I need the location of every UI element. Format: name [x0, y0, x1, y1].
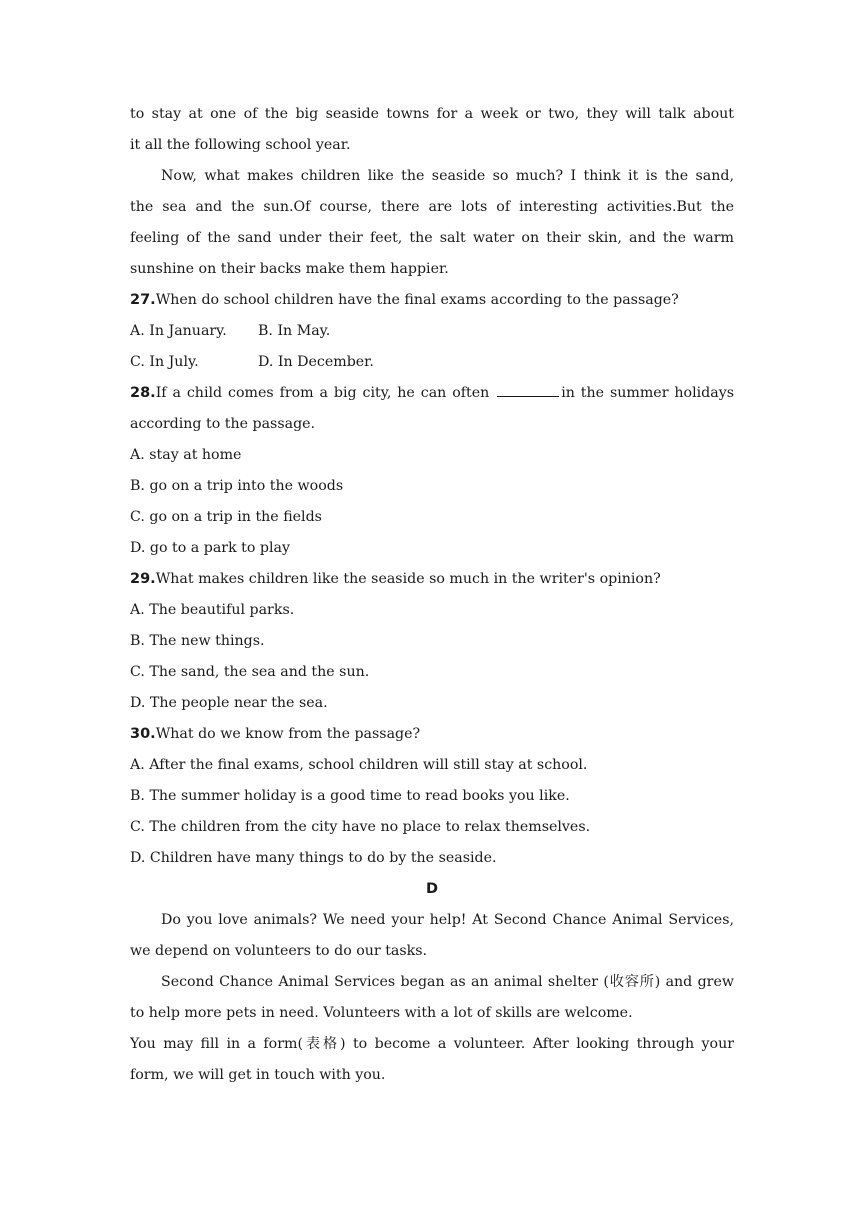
passage-line: to stay at one of the big seaside towns for a week or two, they will talk about — [130, 106, 734, 122]
option-b: B. The summer holiday is a good time to read books you like. — [130, 788, 570, 804]
option-a: A. The beautiful parks. — [130, 602, 295, 618]
question-text: When do school children have the final exams according to the passage? — [155, 292, 679, 308]
option-c: C. go on a trip in the fields — [130, 509, 322, 525]
option-c: C. The children from the city have no place to relax themselves. — [130, 819, 591, 835]
option-d: D. Children have many things to do by the seaside. — [130, 850, 497, 866]
question-28 — [130, 378, 734, 409]
option-a: A. stay at home — [130, 447, 242, 463]
option-d: D. go to a park to play — [130, 540, 291, 556]
passage-line: the sea and the sun.Of course, there are lots of interesting activities.But the — [130, 199, 734, 215]
options-row — [130, 347, 734, 378]
question-text-cont: according to the passage. — [130, 416, 316, 432]
option-c: C. The sand, the sea and the sun. — [130, 664, 370, 680]
document-page — [130, 99, 734, 1091]
option-a: A. After the final exams, school children will still stay at school. — [130, 757, 588, 773]
passage-line: Second Chance Animal Services began as an animal shelter (收容所) and grew — [161, 974, 734, 990]
option-b: B. In May. — [258, 323, 331, 339]
option-d: D. In December. — [258, 354, 374, 370]
question-number: 30. — [130, 726, 156, 742]
passage-line: You may fill in a form(表格) to become a volunteer. After looking through your — [130, 1036, 734, 1052]
passage-line: to help more pets in need. Volunteers with a lot of skills are welcome. — [130, 1005, 633, 1021]
section-heading: D — [425, 881, 439, 897]
passage-line: sunshine on their backs make them happier. — [130, 261, 449, 277]
option-d: D. The people near the sea. — [130, 695, 328, 711]
question-number: 27. — [130, 292, 156, 308]
option-a: A. In January. — [130, 323, 227, 339]
options-row — [130, 316, 734, 347]
question-number: 28. — [130, 385, 156, 401]
passage-line: we depend on volunteers to do our tasks. — [130, 943, 428, 959]
question-27 — [130, 285, 734, 316]
question-29 — [130, 564, 734, 595]
answer-blank — [497, 380, 559, 397]
question-text: What do we know from the passage? — [155, 726, 421, 742]
option-b: B. The new things. — [130, 633, 265, 649]
passage-line: it all the following school year. — [130, 137, 351, 153]
question-text: What makes children like the seaside so much in the writer's opinion? — [155, 571, 661, 587]
passage-line: Now, what makes children like the seaside so much? I think it is the sand, — [161, 168, 734, 184]
passage-line: form, we will get in touch with you. — [130, 1067, 386, 1083]
question-30 — [130, 719, 734, 750]
question-text: If a child comes from a big city, he can often — [155, 385, 490, 401]
question-text: in the summer holidays — [561, 385, 734, 401]
option-c: C. In July. — [130, 354, 199, 370]
passage-line: feeling of the sand under their feet, the salt water on their skin, and the warm — [130, 230, 734, 246]
option-b: B. go on a trip into the woods — [130, 478, 344, 494]
question-number: 29. — [130, 571, 156, 587]
passage-line: Do you love animals? We need your help! At Second Chance Animal Services, — [161, 912, 734, 928]
